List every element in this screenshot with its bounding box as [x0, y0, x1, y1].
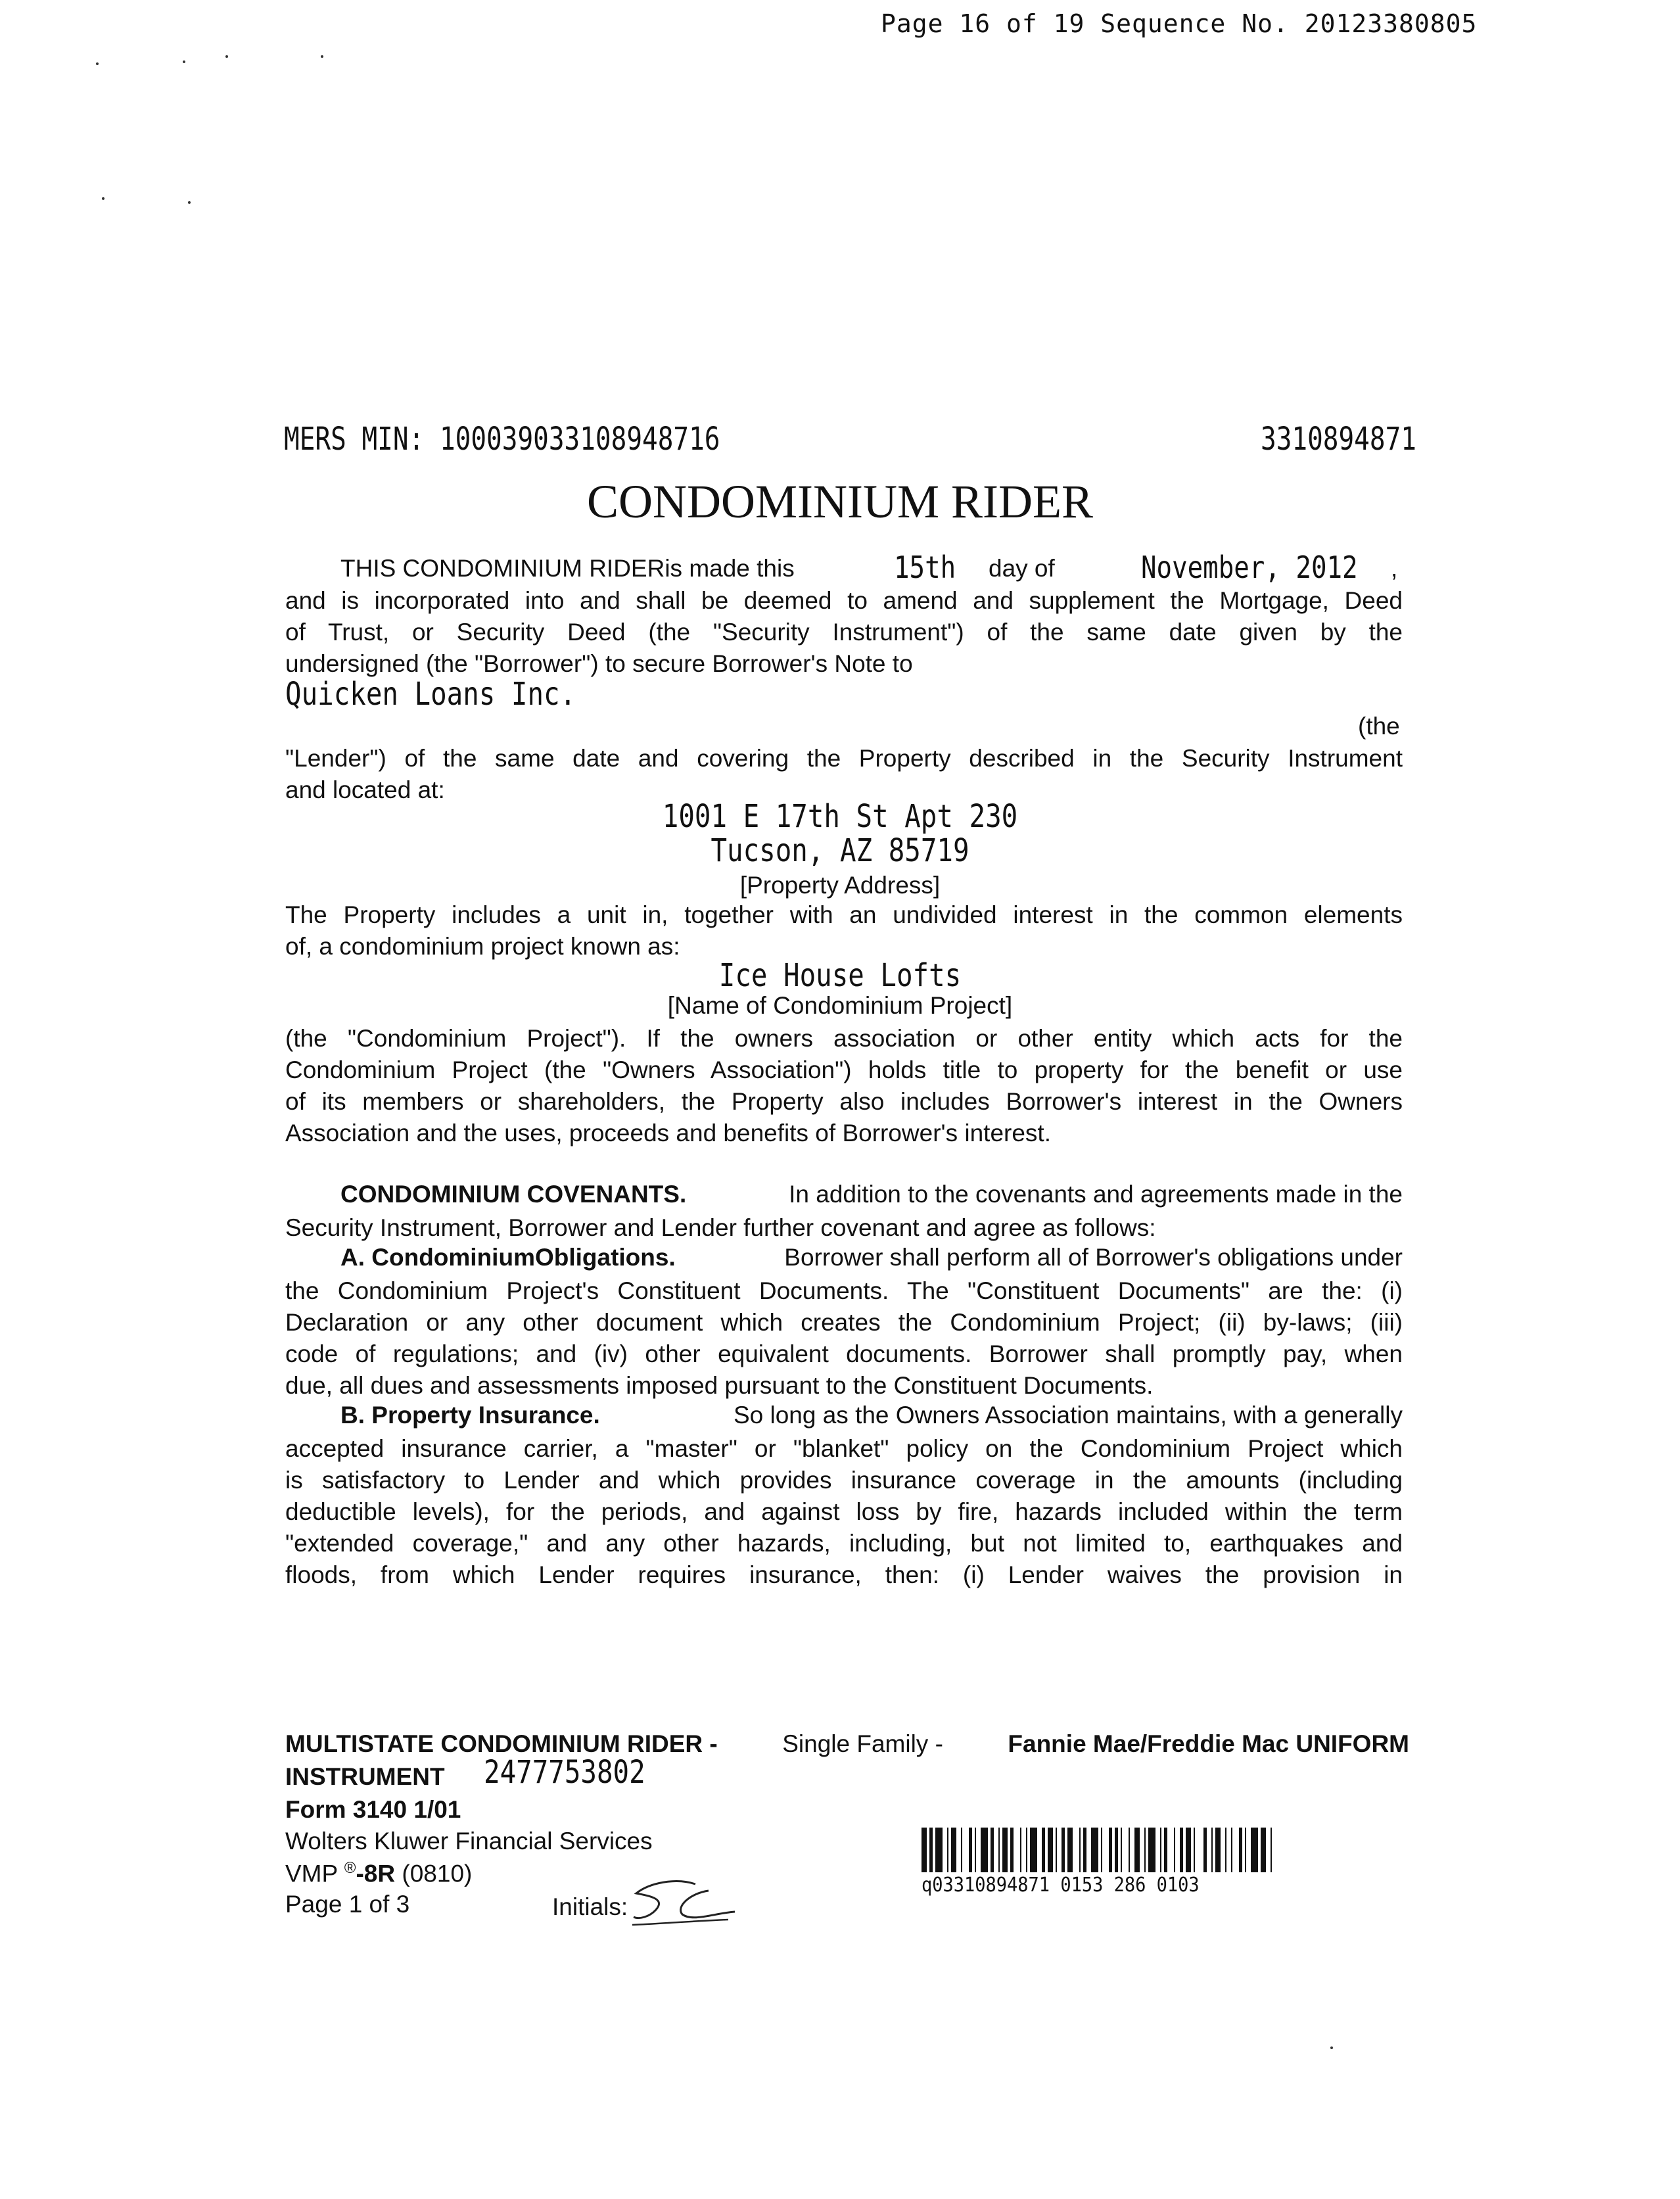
unit-line-4: Condominium Project (the "Owners Association") holds title to property for the benefit or use [285, 1056, 1403, 1083]
section-a-line-1 [340, 1244, 1403, 1271]
barcode-bar [1231, 1828, 1232, 1872]
section-a-line-2: the Condominium Project's Constituent Documents. The "Constituent Documents" are the: (i) [285, 1277, 1403, 1304]
barcode-bar [1186, 1828, 1191, 1872]
address-line-1: 1001 E 17th St Apt 230 [662, 798, 1018, 835]
section-b-line-6: floods, from which Lender requires insurance, then: (i) Lender waives the provision in [285, 1561, 1403, 1588]
loan-number: 3310894871 [1261, 421, 1416, 458]
address-line-2: Tucson, AZ 85719 [711, 832, 969, 869]
intro-month-year: November, 2012 [1141, 550, 1358, 585]
vmp-code [285, 1859, 472, 1887]
unit-line-6: Association and the uses, proceeds and benefits of Borrower's interest. [285, 1120, 1051, 1147]
barcode-bar [1271, 1828, 1272, 1872]
form-number: Form 3140 1/01 [285, 1796, 461, 1823]
section-b-line-3: is satisfactory to Lender and which provides insurance coverage in the amounts (including [285, 1467, 1403, 1494]
barcode-bar [1215, 1828, 1221, 1872]
scan-speck [96, 62, 99, 65]
barcode-bar [1121, 1828, 1122, 1872]
intro-text-a: THIS CONDOMINIUM RIDERis made this [340, 555, 795, 582]
initials-signature [630, 1874, 741, 1933]
barcode-bar [1020, 1828, 1021, 1872]
project-block [0, 958, 1680, 1019]
barcode-bar [951, 1828, 956, 1872]
barcode-bar [1002, 1828, 1008, 1872]
barcode-bar [922, 1828, 927, 1872]
registered-mark: ® [344, 1859, 356, 1877]
barcode-bar [1148, 1828, 1155, 1872]
covenants-line-1 [340, 1181, 1403, 1208]
barcode [922, 1828, 1368, 1872]
initials-stroke [681, 1891, 735, 1918]
initials-label: Initials: [552, 1893, 628, 1920]
form-title-bold: MULTISTATE CONDOMINIUM RIDER - [285, 1730, 718, 1757]
section-b-text-1: So long as the Owners Association maintains, with a generally [733, 1402, 1403, 1429]
barcode-bar [1194, 1828, 1195, 1872]
barcode-bar [1239, 1828, 1242, 1872]
fax-header: Page 16 of 19 Sequence No. 20123380805 [881, 9, 1478, 38]
intro-comma: , [1391, 555, 1398, 582]
intro-day: 15th [894, 550, 956, 585]
barcode-bar [1101, 1828, 1102, 1872]
section-b-line-5: "extended coverage," and any other hazards, including, but not limited to, earthquakes and [285, 1530, 1403, 1557]
barcode-bar [1115, 1828, 1118, 1872]
barcode-bar [1030, 1828, 1037, 1872]
scan-speck [183, 60, 185, 63]
intro-the: (the [1358, 713, 1400, 740]
vmp-code-bold: -8R [356, 1860, 396, 1887]
address-block [0, 799, 1680, 901]
barcode-text: q03310894871 0153 286 0103 [922, 1874, 1200, 1897]
barcode-bar [1091, 1828, 1098, 1872]
section-a-heading: A. CondominiumObligations. [340, 1244, 676, 1271]
barcode-bar [961, 1828, 962, 1872]
section-a-line-4: code of regulations; and (iv) other equivalent documents. Borrower shall promptly pay, when [285, 1340, 1403, 1367]
barcode-bar [1211, 1828, 1213, 1872]
barcode-bar [1225, 1828, 1226, 1872]
barcode-bar [935, 1828, 943, 1872]
instrument-number: 2477753802 [484, 1754, 645, 1791]
barcode-bar [1056, 1828, 1057, 1872]
intro-day-of: day of [989, 555, 1055, 582]
form-title [285, 1730, 1409, 1758]
barcode-bar [1144, 1828, 1146, 1872]
vmp-prefix: VMP [285, 1860, 344, 1887]
unit-line-1: The Property includes a unit in, together with an undivided interest in the common elements [285, 901, 1403, 928]
form-title-end: Fannie Mae/Freddie Mac UNIFORM [1008, 1730, 1409, 1757]
page-number: Page 1 of 3 [285, 1891, 410, 1918]
scan-speck [225, 55, 228, 58]
section-a-text-1: Borrower shall perform all of Borrower's obligations under [784, 1244, 1403, 1271]
barcode-bar [1026, 1828, 1027, 1872]
barcode-bar [1083, 1828, 1086, 1872]
intro-line-2: and is incorporated into and shall be deemed to amend and supplement the Mortgage, Deed [285, 587, 1403, 614]
barcode-bar [1048, 1828, 1053, 1872]
initials-stroke [632, 1920, 728, 1925]
scan-speck [321, 55, 323, 58]
barcode-bar [1160, 1828, 1161, 1872]
barcode-bar [1251, 1828, 1258, 1872]
project-caption: [Name of Condominium Project] [667, 992, 1013, 1019]
unit-line-5: of its members or shareholders, the Property also includes Borrower's interest in the Owners [285, 1088, 1403, 1115]
barcode-bar [1180, 1828, 1183, 1872]
barcode-bar [969, 1828, 972, 1872]
barcode-bar [991, 1828, 994, 1872]
barcode-bar [1062, 1828, 1065, 1872]
unit-line-2: of, a condominium project known as: [285, 933, 680, 960]
barcode-bar [929, 1828, 933, 1872]
barcode-bar [975, 1828, 976, 1872]
intro-line-7: and located at: [285, 776, 445, 803]
barcode-bar [1134, 1828, 1140, 1872]
vmp-version: (0810) [395, 1860, 473, 1887]
mers-min: MERS MIN: 100039033108948716 [284, 421, 720, 458]
page-title: CONDOMINIUM RIDER [587, 475, 1093, 528]
scan-speck [1330, 2046, 1333, 2049]
barcode-bar [1245, 1828, 1246, 1872]
section-b-heading: B. Property Insurance. [340, 1402, 600, 1429]
section-a-line-3: Declaration or any other document which creates the Condominium Project; (ii) by-laws; (iii) [285, 1309, 1403, 1336]
section-b-line-1 [340, 1402, 1403, 1429]
barcode-bar [1174, 1828, 1175, 1872]
intro-line-6: "Lender") of the same date and covering the Property described in the Security Instrument [285, 745, 1403, 772]
section-b-line-4: deductible levels), for the periods, and against loss by fire, hazards included within the term [285, 1498, 1403, 1525]
barcode-bar [1203, 1828, 1207, 1872]
covenants-text-1: In addition to the covenants and agreements made in the [789, 1181, 1403, 1208]
intro-line-4: undersigned (the "Borrower") to secure Borrower's Note to [285, 650, 913, 677]
barcode-bar [1079, 1828, 1081, 1872]
barcode-bar [1010, 1828, 1014, 1872]
barcode-bar [998, 1828, 1000, 1872]
barcode-bar [1067, 1828, 1073, 1872]
footer-instrument: INSTRUMENT [285, 1763, 445, 1790]
intro-line-1 [340, 555, 795, 582]
form-title-mid: Single Family - [782, 1730, 943, 1757]
barcode-bar [1129, 1828, 1130, 1872]
barcode-bar [1109, 1828, 1112, 1872]
intro-line-3: of Trust, or Security Deed (the "Security Instrument") of the same date given by the [285, 619, 1403, 646]
barcode-bar [1261, 1828, 1266, 1872]
covenants-line-2: Security Instrument, Borrower and Lender further covenant and agree as follows: [285, 1214, 1156, 1241]
scan-speck [188, 201, 191, 204]
publisher: Wolters Kluwer Financial Services [285, 1828, 653, 1855]
address-caption: [Property Address] [739, 872, 941, 899]
barcode-bar [1042, 1828, 1045, 1872]
barcode-bar [947, 1828, 948, 1872]
project-name: Ice House Lofts [718, 957, 962, 994]
barcode-bar [981, 1828, 988, 1872]
section-b-line-2: accepted insurance carrier, a "master" or "blanket" policy on the Condominium Project which [285, 1435, 1403, 1462]
covenants-heading: CONDOMINIUM COVENANTS. [340, 1181, 687, 1208]
lender-name: Quicken Loans Inc. [285, 676, 576, 713]
unit-line-3: (the "Condominium Project"). If the owners association or other entity which acts for the [285, 1025, 1403, 1052]
barcode-bar [1164, 1828, 1167, 1872]
scan-speck [102, 197, 105, 200]
section-a-line-5: due, all dues and assessments imposed pursuant to the Constituent Documents. [285, 1372, 1154, 1399]
